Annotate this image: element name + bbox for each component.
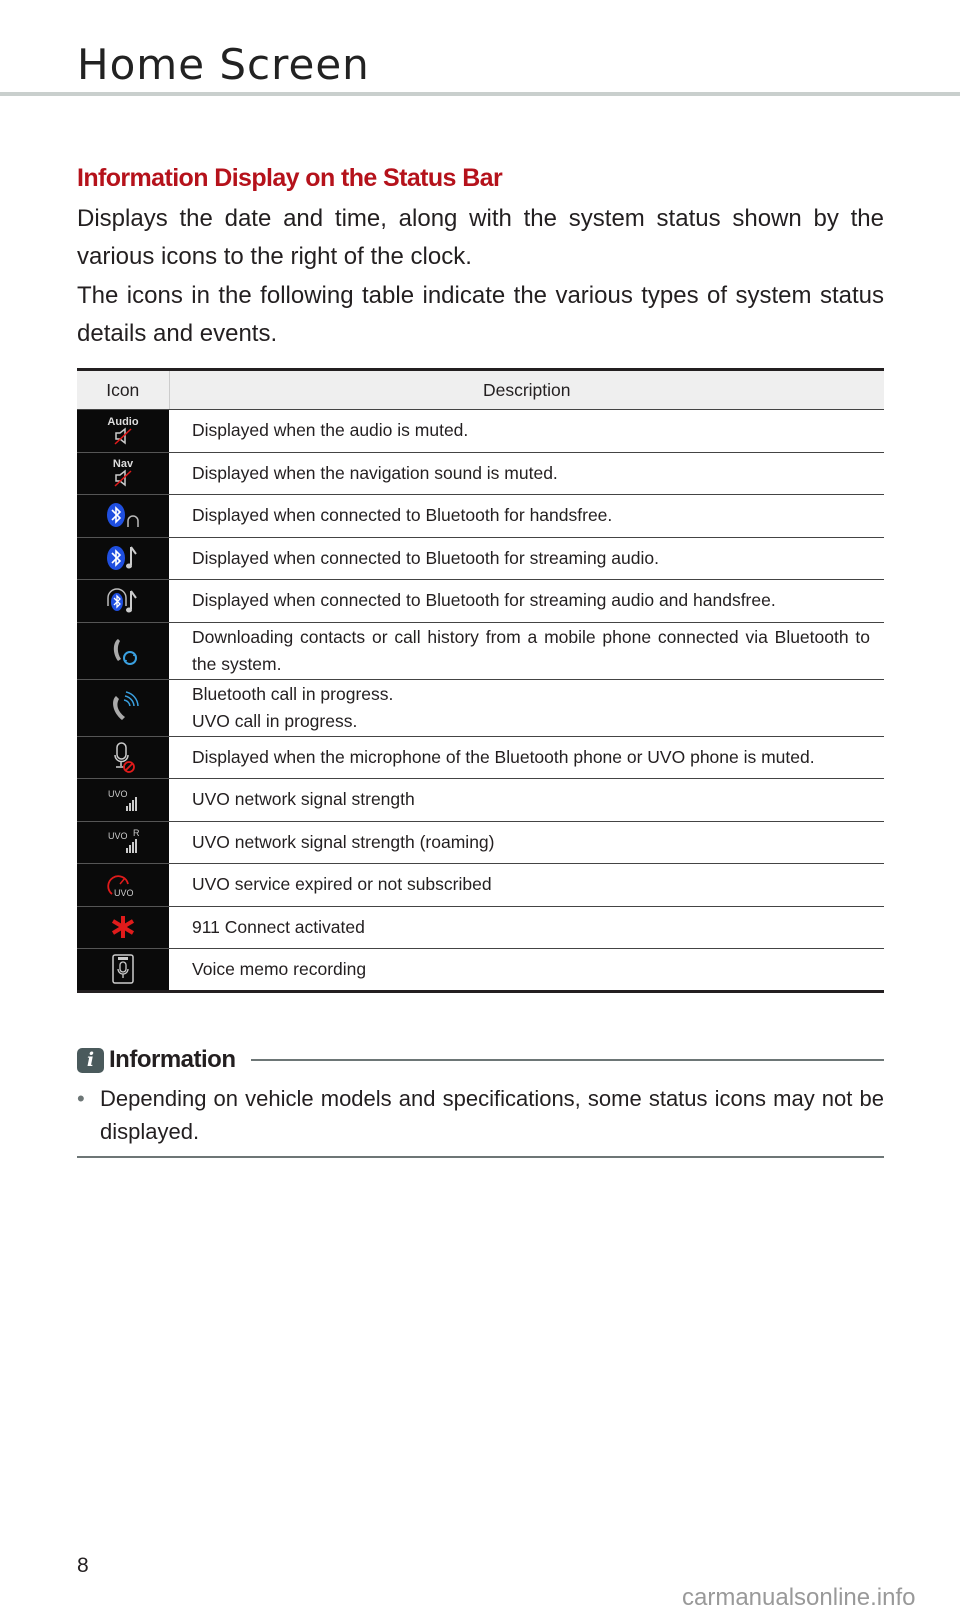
info-icon: i [77, 1048, 104, 1073]
row-description: Voice memo recording [169, 949, 884, 992]
section-heading: Information Display on the Status Bar [77, 164, 503, 192]
table-row [77, 864, 884, 907]
table-row [77, 949, 884, 992]
page-title: Home Screen [77, 40, 370, 89]
row-description: Displayed when the microphone of the Bluetooth phone or UVO phone is muted. [169, 736, 884, 779]
status-icon-table [77, 368, 884, 993]
table-row [77, 821, 884, 864]
table-row [77, 580, 884, 623]
column-header-description: Description [169, 370, 884, 410]
information-divider [251, 1059, 885, 1061]
call-status-uvo: UVO call in progress. [192, 710, 358, 731]
icon-text: UVO [108, 788, 128, 799]
bullet-icon: • [77, 1086, 85, 1111]
column-header-icon: Icon [77, 370, 169, 410]
table-header-row [77, 370, 884, 410]
table-row [77, 736, 884, 779]
page-number: 8 [77, 1554, 89, 1577]
title-divider [0, 92, 960, 96]
row-description: 911 Connect activated [169, 906, 884, 949]
row-description: Displayed when connected to Bluetooth for streaming audio. [169, 537, 884, 580]
information-label: Information [109, 1046, 236, 1073]
table-row [77, 622, 884, 679]
voice-memo-icon [77, 949, 169, 992]
row-description [169, 679, 884, 736]
bluetooth-audio-handsfree-icon [77, 580, 169, 623]
row-description: Displayed when connected to Bluetooth for streaming audio and handsfree. [169, 580, 884, 623]
information-bullet [77, 1082, 884, 1148]
call-status-bluetooth: Bluetooth call in progress. [192, 683, 394, 704]
table-row [77, 410, 884, 453]
row-description: Displayed when connected to Bluetooth for handsfree. [169, 495, 884, 538]
information-header [77, 1046, 884, 1074]
information-bottom-divider [77, 1156, 884, 1158]
table-row [77, 906, 884, 949]
mic-muted-icon [77, 736, 169, 779]
table-row [77, 679, 884, 736]
uvo-signal-icon [77, 779, 169, 822]
table-row [77, 452, 884, 495]
uvo-expired-icon [77, 864, 169, 907]
icon-text: Nav [112, 458, 134, 471]
phone-download-icon [77, 622, 169, 679]
row-description: Displayed when the audio is muted. [169, 410, 884, 453]
intro-paragraph: The icons in the following table indicate the various types of system status details and events. [77, 282, 884, 347]
icon-text: UVO [114, 887, 134, 898]
watermark: carmanualsonline.info [682, 1584, 916, 1611]
bluetooth-handsfree-icon [77, 495, 169, 538]
audio-muted-icon [77, 410, 169, 453]
connect-911-icon [77, 906, 169, 949]
row-description: UVO network signal strength [169, 779, 884, 822]
row-description: UVO network signal strength (roaming) [169, 821, 884, 864]
call-in-progress-icon [77, 679, 169, 736]
row-description: Downloading contacts or call history from a mobile phone connected via Bluetooth to the system. [169, 622, 884, 679]
information-text: Depending on vehicle models and specifications, some status icons may not be displayed. [100, 1086, 884, 1144]
intro-paragraph: Displays the date and time, along with the system status shown by the various icons to the right of the clock. [77, 205, 884, 270]
table-row [77, 537, 884, 580]
icon-text: UVO [108, 831, 128, 842]
table-row [77, 779, 884, 822]
bluetooth-audio-icon [77, 537, 169, 580]
nav-muted-icon [77, 452, 169, 495]
row-description: Displayed when the navigation sound is muted. [169, 452, 884, 495]
row-description: UVO service expired or not subscribed [169, 864, 884, 907]
uvo-signal-roaming-icon [77, 821, 169, 864]
table-row [77, 495, 884, 538]
icon-text: Audio [107, 415, 139, 428]
svg-text:R: R [133, 828, 140, 839]
